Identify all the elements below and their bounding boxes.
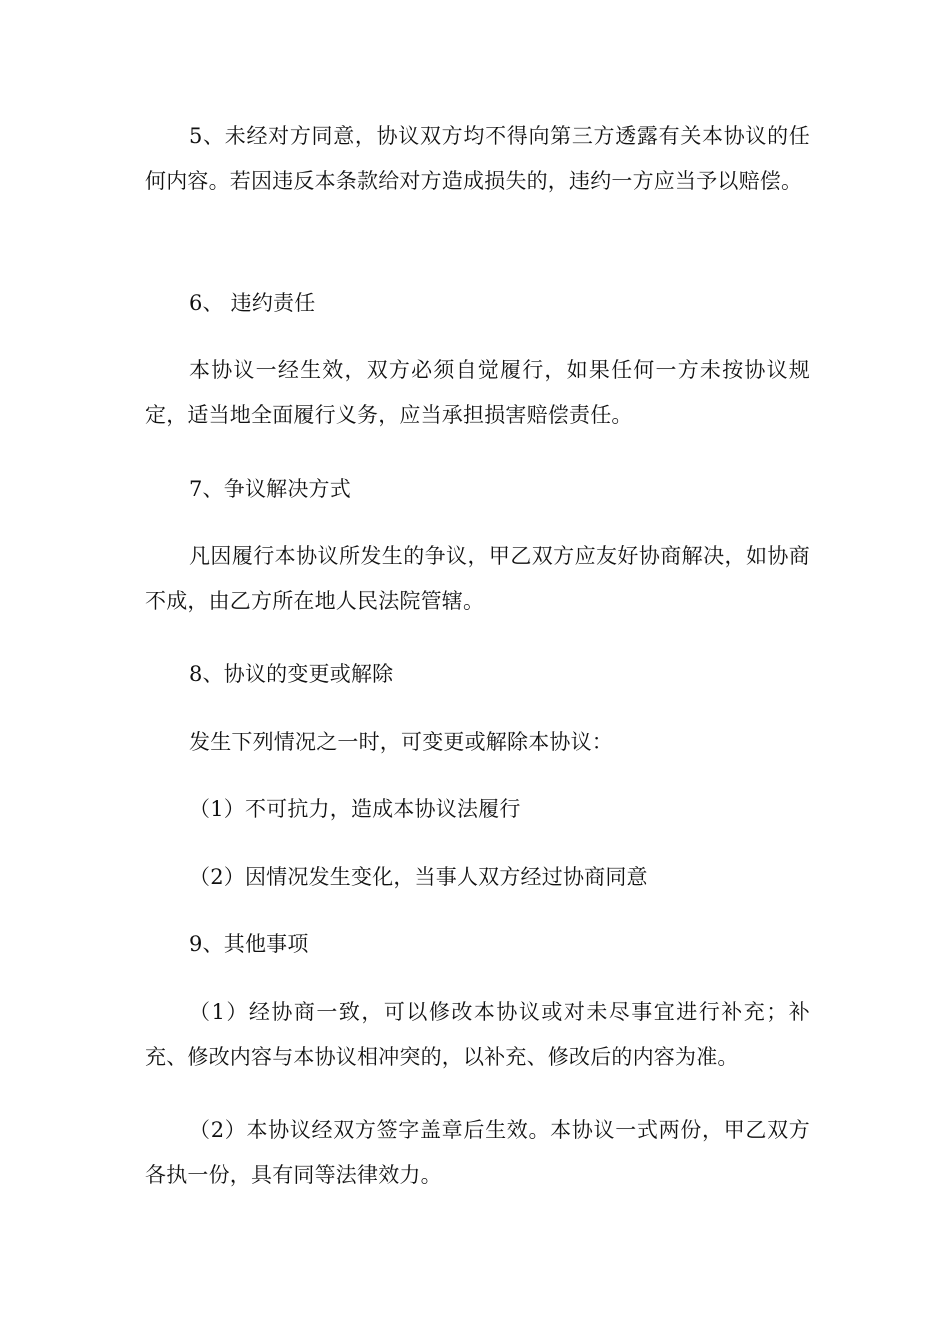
clause-8-heading: 8、协议的变更或解除 xyxy=(189,662,394,686)
clause-6-heading: 6、 违约责任 xyxy=(189,291,316,315)
clause-8-body: 发生下列情况之一时，可变更或解除本协议： xyxy=(189,730,613,754)
clause-9-heading: 9、其他事项 xyxy=(189,932,309,956)
clause-9-item-1: （1）经协商一致，可以修改本协议或对未尽事宜进行补充；补充、修改内容与本协议相冲突的，以补充、修改后的内容为准。 xyxy=(145,1000,810,1069)
clause-8-item-2: （2）因情况发生变化，当事人双方经过协商同意 xyxy=(189,865,648,889)
clause-7-body: 凡因履行本协议所发生的争议，甲乙双方应友好协商解决，如协商不成，由乙方所在地人民法院管辖。 xyxy=(145,544,810,613)
clause-5-confidentiality: 5、未经对方同意，协议双方均不得向第三方透露有关本协议的任何内容。若因违反本条款给对方造成损失的，违约一方应当予以赔偿。 xyxy=(145,124,810,193)
clause-8-item-1: （1）不可抗力，造成本协议法履行 xyxy=(189,797,521,821)
clause-9-item-2: （2）本协议经双方签字盖章后生效。本协议一式两份，甲乙双方各执一份，具有同等法律效力。 xyxy=(145,1118,810,1187)
clause-6-body: 本协议一经生效，双方必须自觉履行，如果任何一方未按协议规定，适当地全面履行义务，应当承担损害赔偿责任。 xyxy=(145,358,810,427)
clause-7-heading: 7、争议解决方式 xyxy=(189,477,351,501)
